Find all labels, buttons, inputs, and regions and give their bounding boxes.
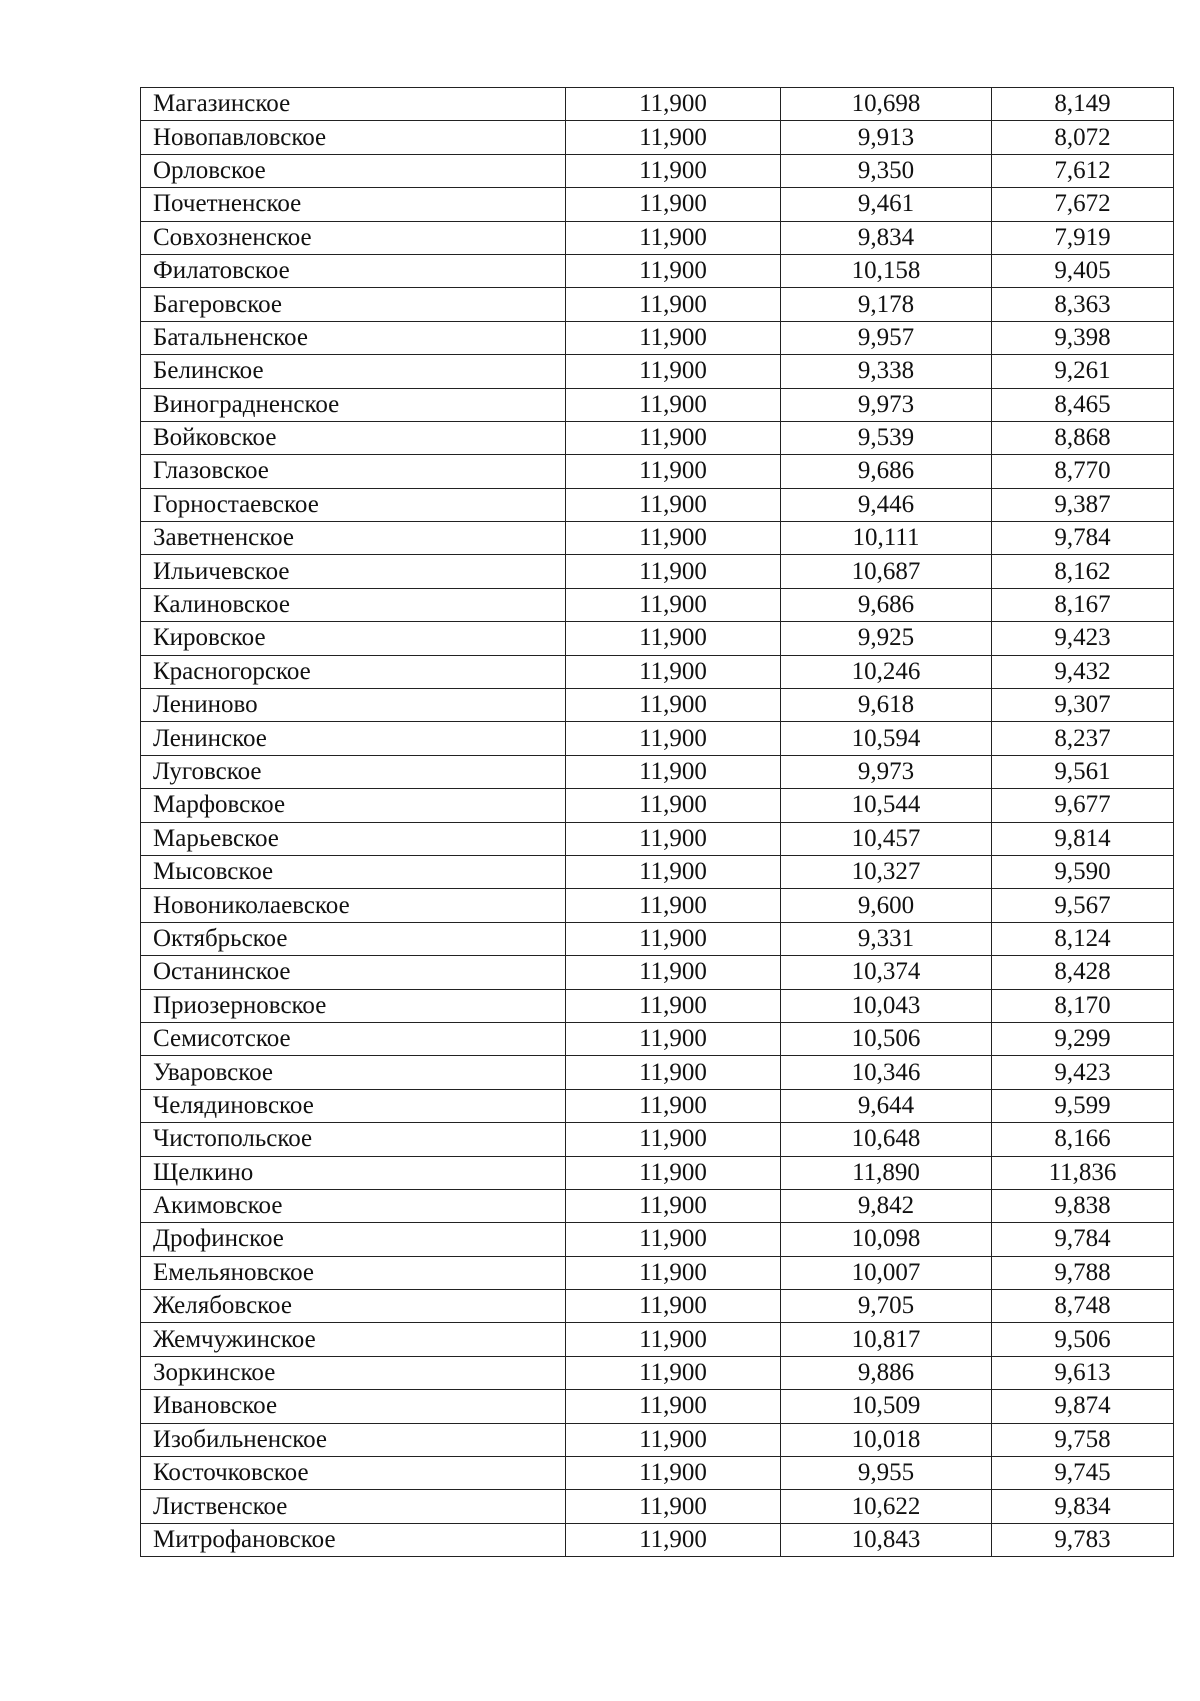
value-cell-1: 11,900 bbox=[566, 555, 781, 588]
value-cell-2: 10,817 bbox=[781, 1323, 992, 1356]
value-cell-2: 10,843 bbox=[781, 1523, 992, 1556]
value-cell-3: 9,398 bbox=[992, 321, 1174, 354]
table-row bbox=[141, 555, 1174, 588]
value-cell-2: 9,925 bbox=[781, 622, 992, 655]
value-cell-2: 9,705 bbox=[781, 1290, 992, 1323]
value-cell-1: 11,900 bbox=[566, 655, 781, 688]
settlement-name-cell: Филатовское bbox=[141, 254, 566, 287]
value-cell-1: 11,900 bbox=[566, 1457, 781, 1490]
value-cell-3: 9,874 bbox=[992, 1390, 1174, 1423]
settlement-name-cell: Новониколаевское bbox=[141, 889, 566, 922]
value-cell-1: 11,900 bbox=[566, 388, 781, 421]
value-cell-2: 9,957 bbox=[781, 321, 992, 354]
value-cell-1: 11,900 bbox=[566, 1356, 781, 1389]
value-cell-2: 10,457 bbox=[781, 822, 992, 855]
table-row bbox=[141, 655, 1174, 688]
value-cell-2: 9,539 bbox=[781, 421, 992, 454]
value-cell-3: 8,363 bbox=[992, 288, 1174, 321]
value-cell-2: 10,346 bbox=[781, 1056, 992, 1089]
value-cell-1: 11,900 bbox=[566, 922, 781, 955]
table-row bbox=[141, 221, 1174, 254]
value-cell-3: 9,506 bbox=[992, 1323, 1174, 1356]
value-cell-2: 10,007 bbox=[781, 1256, 992, 1289]
table-row bbox=[141, 1056, 1174, 1089]
settlement-name-cell: Марьевское bbox=[141, 822, 566, 855]
table-row bbox=[141, 1423, 1174, 1456]
value-cell-2: 9,350 bbox=[781, 154, 992, 187]
table-row bbox=[141, 1123, 1174, 1156]
value-cell-3: 9,613 bbox=[992, 1356, 1174, 1389]
value-cell-1: 11,900 bbox=[566, 1123, 781, 1156]
value-cell-3: 8,237 bbox=[992, 722, 1174, 755]
settlement-name-cell: Щелкино bbox=[141, 1156, 566, 1189]
value-cell-3: 8,770 bbox=[992, 455, 1174, 488]
value-cell-1: 11,900 bbox=[566, 221, 781, 254]
table-row bbox=[141, 1290, 1174, 1323]
settlement-name-cell: Новопавловское bbox=[141, 121, 566, 154]
value-cell-3: 9,758 bbox=[992, 1423, 1174, 1456]
value-cell-2: 10,544 bbox=[781, 789, 992, 822]
table-row bbox=[141, 1390, 1174, 1423]
value-cell-2: 9,461 bbox=[781, 188, 992, 221]
value-cell-2: 10,158 bbox=[781, 254, 992, 287]
value-cell-3: 9,561 bbox=[992, 755, 1174, 788]
settlement-name-cell: Акимовское bbox=[141, 1189, 566, 1222]
value-cell-2: 9,686 bbox=[781, 588, 992, 621]
settlement-name-cell: Багеровское bbox=[141, 288, 566, 321]
settlement-name-cell: Желябовское bbox=[141, 1290, 566, 1323]
value-cell-1: 11,900 bbox=[566, 722, 781, 755]
table-row bbox=[141, 622, 1174, 655]
table-row bbox=[141, 588, 1174, 621]
value-cell-3: 8,428 bbox=[992, 956, 1174, 989]
table-row bbox=[141, 1189, 1174, 1222]
table-body bbox=[141, 88, 1174, 1557]
value-cell-3: 9,784 bbox=[992, 1223, 1174, 1256]
value-cell-1: 11,900 bbox=[566, 522, 781, 555]
value-cell-3: 11,836 bbox=[992, 1156, 1174, 1189]
value-cell-3: 7,672 bbox=[992, 188, 1174, 221]
value-cell-2: 10,018 bbox=[781, 1423, 992, 1456]
table-row bbox=[141, 355, 1174, 388]
value-cell-1: 11,900 bbox=[566, 889, 781, 922]
table-row bbox=[141, 1223, 1174, 1256]
value-cell-2: 10,246 bbox=[781, 655, 992, 688]
value-cell-1: 11,900 bbox=[566, 689, 781, 722]
value-cell-2: 10,506 bbox=[781, 1022, 992, 1055]
settlement-name-cell: Почетненское bbox=[141, 188, 566, 221]
value-cell-3: 9,423 bbox=[992, 622, 1174, 655]
settlement-name-cell: Луговское bbox=[141, 755, 566, 788]
value-cell-1: 11,900 bbox=[566, 355, 781, 388]
settlement-name-cell: Дрофинское bbox=[141, 1223, 566, 1256]
value-cell-3: 7,919 bbox=[992, 221, 1174, 254]
value-cell-2: 9,973 bbox=[781, 755, 992, 788]
value-cell-3: 9,788 bbox=[992, 1256, 1174, 1289]
value-cell-2: 9,913 bbox=[781, 121, 992, 154]
value-cell-2: 9,644 bbox=[781, 1089, 992, 1122]
table-row bbox=[141, 956, 1174, 989]
value-cell-2: 9,178 bbox=[781, 288, 992, 321]
value-cell-3: 8,465 bbox=[992, 388, 1174, 421]
settlement-name-cell: Орловское bbox=[141, 154, 566, 187]
settlement-name-cell: Семисотское bbox=[141, 1022, 566, 1055]
value-cell-3: 8,162 bbox=[992, 555, 1174, 588]
value-cell-2: 9,686 bbox=[781, 455, 992, 488]
settlement-name-cell: Лениново bbox=[141, 689, 566, 722]
value-cell-1: 11,900 bbox=[566, 1223, 781, 1256]
settlement-name-cell: Октябрьское bbox=[141, 922, 566, 955]
value-cell-1: 11,900 bbox=[566, 1523, 781, 1556]
value-cell-2: 10,043 bbox=[781, 989, 992, 1022]
value-cell-3: 9,599 bbox=[992, 1089, 1174, 1122]
value-cell-3: 9,834 bbox=[992, 1490, 1174, 1523]
value-cell-1: 11,900 bbox=[566, 755, 781, 788]
value-cell-1: 11,900 bbox=[566, 1256, 781, 1289]
value-cell-1: 11,900 bbox=[566, 121, 781, 154]
value-cell-1: 11,900 bbox=[566, 1423, 781, 1456]
value-cell-1: 11,900 bbox=[566, 321, 781, 354]
settlement-name-cell: Виноградненское bbox=[141, 388, 566, 421]
value-cell-2: 10,111 bbox=[781, 522, 992, 555]
table-row bbox=[141, 689, 1174, 722]
settlement-name-cell: Красногорское bbox=[141, 655, 566, 688]
value-cell-3: 9,784 bbox=[992, 522, 1174, 555]
table-row bbox=[141, 88, 1174, 121]
value-cell-3: 8,167 bbox=[992, 588, 1174, 621]
settlement-name-cell: Ленинское bbox=[141, 722, 566, 755]
value-cell-1: 11,900 bbox=[566, 822, 781, 855]
value-cell-3: 8,072 bbox=[992, 121, 1174, 154]
table-row bbox=[141, 188, 1174, 221]
value-cell-1: 11,900 bbox=[566, 1156, 781, 1189]
table-row bbox=[141, 254, 1174, 287]
value-cell-1: 11,900 bbox=[566, 588, 781, 621]
value-cell-2: 10,098 bbox=[781, 1223, 992, 1256]
value-cell-1: 11,900 bbox=[566, 956, 781, 989]
value-cell-2: 10,509 bbox=[781, 1390, 992, 1423]
value-cell-3: 7,612 bbox=[992, 154, 1174, 187]
settlement-name-cell: Ильичевское bbox=[141, 555, 566, 588]
settlement-name-cell: Митрофановское bbox=[141, 1523, 566, 1556]
settlement-name-cell: Белинское bbox=[141, 355, 566, 388]
value-cell-1: 11,900 bbox=[566, 88, 781, 121]
settlement-name-cell: Останинское bbox=[141, 956, 566, 989]
settlement-name-cell: Уваровское bbox=[141, 1056, 566, 1089]
value-cell-1: 11,900 bbox=[566, 188, 781, 221]
table-row bbox=[141, 755, 1174, 788]
value-cell-2: 10,648 bbox=[781, 1123, 992, 1156]
value-cell-2: 10,594 bbox=[781, 722, 992, 755]
value-cell-1: 11,900 bbox=[566, 1390, 781, 1423]
settlement-name-cell: Приозерновское bbox=[141, 989, 566, 1022]
value-cell-3: 8,149 bbox=[992, 88, 1174, 121]
value-cell-1: 11,900 bbox=[566, 254, 781, 287]
value-cell-2: 10,327 bbox=[781, 855, 992, 888]
value-cell-2: 9,331 bbox=[781, 922, 992, 955]
settlement-name-cell: Чистопольское bbox=[141, 1123, 566, 1156]
value-cell-3: 9,307 bbox=[992, 689, 1174, 722]
table-row bbox=[141, 1323, 1174, 1356]
value-cell-1: 11,900 bbox=[566, 1022, 781, 1055]
value-cell-2: 10,622 bbox=[781, 1490, 992, 1523]
value-cell-2: 10,687 bbox=[781, 555, 992, 588]
settlement-name-cell: Кировское bbox=[141, 622, 566, 655]
table-row bbox=[141, 1156, 1174, 1189]
value-cell-3: 9,432 bbox=[992, 655, 1174, 688]
data-table bbox=[140, 87, 1174, 1557]
value-cell-2: 9,955 bbox=[781, 1457, 992, 1490]
value-cell-3: 9,677 bbox=[992, 789, 1174, 822]
value-cell-3: 9,567 bbox=[992, 889, 1174, 922]
value-cell-2: 9,886 bbox=[781, 1356, 992, 1389]
settlement-name-cell: Марфовское bbox=[141, 789, 566, 822]
settlement-name-cell: Войковское bbox=[141, 421, 566, 454]
value-cell-1: 11,900 bbox=[566, 789, 781, 822]
value-cell-2: 9,973 bbox=[781, 388, 992, 421]
value-cell-3: 8,166 bbox=[992, 1123, 1174, 1156]
settlement-name-cell: Магазинское bbox=[141, 88, 566, 121]
table-row bbox=[141, 388, 1174, 421]
table-row bbox=[141, 1089, 1174, 1122]
table-row bbox=[141, 288, 1174, 321]
value-cell-1: 11,900 bbox=[566, 421, 781, 454]
table-row bbox=[141, 1490, 1174, 1523]
value-cell-1: 11,900 bbox=[566, 1323, 781, 1356]
value-cell-1: 11,900 bbox=[566, 1290, 781, 1323]
value-cell-2: 9,600 bbox=[781, 889, 992, 922]
settlement-name-cell: Горностаевское bbox=[141, 488, 566, 521]
value-cell-1: 11,900 bbox=[566, 154, 781, 187]
settlement-name-cell: Лиственское bbox=[141, 1490, 566, 1523]
value-cell-1: 11,900 bbox=[566, 855, 781, 888]
table-row bbox=[141, 1523, 1174, 1556]
value-cell-1: 11,900 bbox=[566, 455, 781, 488]
value-cell-3: 9,405 bbox=[992, 254, 1174, 287]
table-row bbox=[141, 488, 1174, 521]
value-cell-2: 9,834 bbox=[781, 221, 992, 254]
value-cell-1: 11,900 bbox=[566, 989, 781, 1022]
value-cell-3: 9,745 bbox=[992, 1457, 1174, 1490]
settlement-name-cell: Емельяновское bbox=[141, 1256, 566, 1289]
value-cell-2: 9,842 bbox=[781, 1189, 992, 1222]
settlement-name-cell: Челядиновское bbox=[141, 1089, 566, 1122]
table-row bbox=[141, 922, 1174, 955]
table-row bbox=[141, 421, 1174, 454]
table-row bbox=[141, 1256, 1174, 1289]
table-row bbox=[141, 989, 1174, 1022]
value-cell-1: 11,900 bbox=[566, 1056, 781, 1089]
value-cell-3: 9,387 bbox=[992, 488, 1174, 521]
settlement-name-cell: Заветненское bbox=[141, 522, 566, 555]
value-cell-1: 11,900 bbox=[566, 288, 781, 321]
value-cell-2: 9,618 bbox=[781, 689, 992, 722]
table-row bbox=[141, 321, 1174, 354]
value-cell-3: 9,783 bbox=[992, 1523, 1174, 1556]
table-row bbox=[141, 121, 1174, 154]
value-cell-1: 11,900 bbox=[566, 488, 781, 521]
value-cell-2: 9,446 bbox=[781, 488, 992, 521]
table-row bbox=[141, 722, 1174, 755]
value-cell-3: 9,299 bbox=[992, 1022, 1174, 1055]
table-row bbox=[141, 789, 1174, 822]
settlement-name-cell: Глазовское bbox=[141, 455, 566, 488]
value-cell-3: 8,748 bbox=[992, 1290, 1174, 1323]
table-row bbox=[141, 889, 1174, 922]
value-cell-1: 11,900 bbox=[566, 622, 781, 655]
table-row bbox=[141, 1022, 1174, 1055]
value-cell-3: 9,590 bbox=[992, 855, 1174, 888]
settlement-name-cell: Ивановское bbox=[141, 1390, 566, 1423]
table-row bbox=[141, 1356, 1174, 1389]
value-cell-1: 11,900 bbox=[566, 1089, 781, 1122]
value-cell-3: 9,814 bbox=[992, 822, 1174, 855]
value-cell-3: 8,124 bbox=[992, 922, 1174, 955]
settlement-name-cell: Изобильненское bbox=[141, 1423, 566, 1456]
value-cell-2: 9,338 bbox=[781, 355, 992, 388]
table-row bbox=[141, 154, 1174, 187]
value-cell-2: 10,374 bbox=[781, 956, 992, 989]
table-row bbox=[141, 1457, 1174, 1490]
value-cell-3: 9,423 bbox=[992, 1056, 1174, 1089]
settlement-name-cell: Мысовское bbox=[141, 855, 566, 888]
value-cell-3: 9,838 bbox=[992, 1189, 1174, 1222]
settlement-name-cell: Батальненское bbox=[141, 321, 566, 354]
value-cell-2: 10,698 bbox=[781, 88, 992, 121]
settlement-name-cell: Калиновское bbox=[141, 588, 566, 621]
table-row bbox=[141, 855, 1174, 888]
settlement-name-cell: Косточковское bbox=[141, 1457, 566, 1490]
settlement-name-cell: Зоркинское bbox=[141, 1356, 566, 1389]
table-row bbox=[141, 455, 1174, 488]
settlement-name-cell: Жемчужинское bbox=[141, 1323, 566, 1356]
table-row bbox=[141, 822, 1174, 855]
value-cell-3: 8,170 bbox=[992, 989, 1174, 1022]
table-row bbox=[141, 522, 1174, 555]
value-cell-3: 9,261 bbox=[992, 355, 1174, 388]
value-cell-3: 8,868 bbox=[992, 421, 1174, 454]
value-cell-2: 11,890 bbox=[781, 1156, 992, 1189]
settlement-name-cell: Совхозненское bbox=[141, 221, 566, 254]
value-cell-1: 11,900 bbox=[566, 1189, 781, 1222]
value-cell-1: 11,900 bbox=[566, 1490, 781, 1523]
